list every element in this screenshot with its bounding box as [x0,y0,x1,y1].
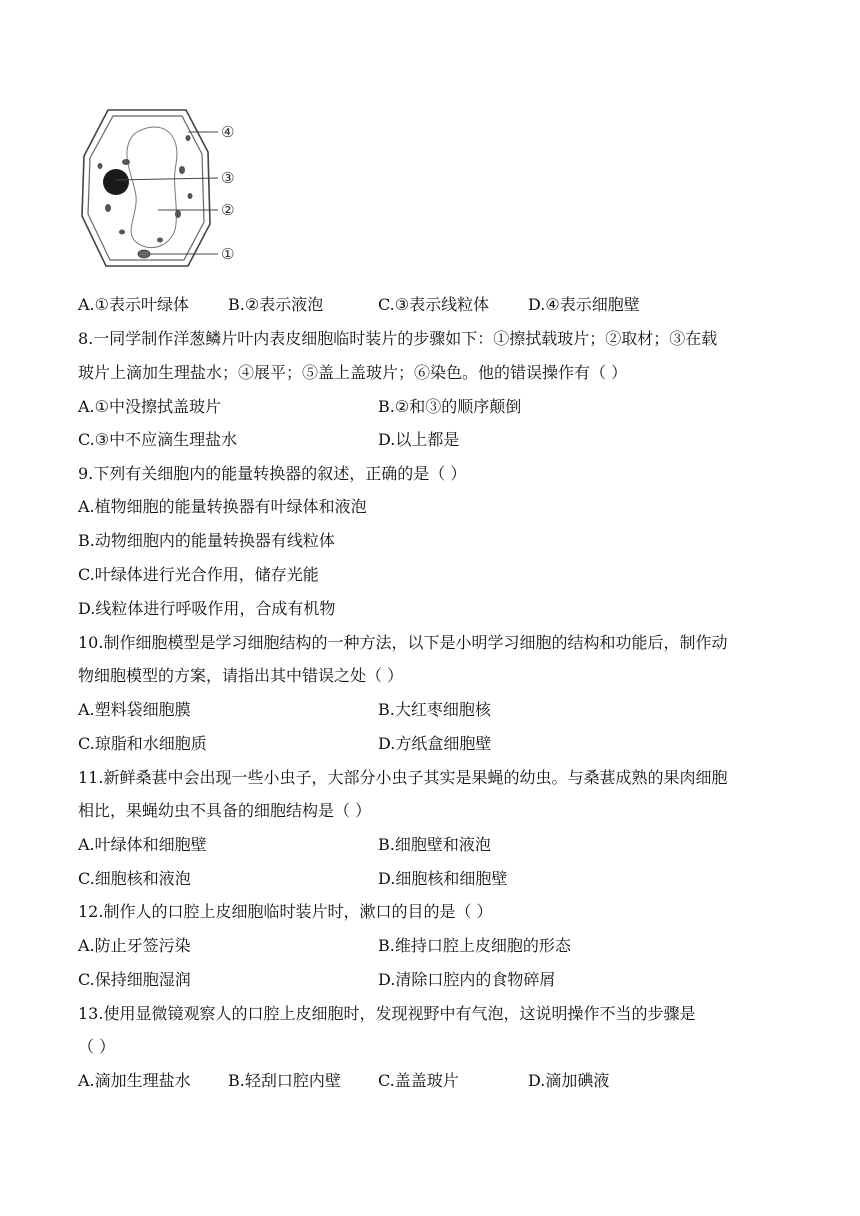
q10-stem-line-2: 物细胞模型的方案，请指出其中错误之处（ ） [78,666,404,685]
q9-option-c: C.叶绿体进行光合作用，储存光能 [78,565,319,584]
q12-option-d: D.清除口腔内的食物碎屑 [378,970,556,989]
q9-stem: 9.下列有关细胞内的能量转换器的叙述，正确的是（ ） [78,464,467,483]
q13-option-b: B.轻刮口腔内壁 [228,1071,341,1090]
q11-stem-line-1: 11.新鲜桑葚中会出现一些小虫子，大部分小虫子其实是果蝇的幼虫。与桑葚成熟的果肉细胞 [78,768,728,787]
q9-option-a: A.植物细胞的能量转换器有叶绿体和液泡 [78,497,367,516]
q10-option-c: C.琼脂和水细胞质 [78,734,207,753]
q12-stem: 12.制作人的口腔上皮细胞临时装片时，漱口的目的是（ ） [78,902,493,921]
q13-option-d: D.滴加碘液 [528,1071,610,1090]
q8-option-d: D.以上都是 [378,430,460,449]
figure-label-1: ① [221,245,235,263]
q7-option-c: C.③表示线粒体 [378,295,490,314]
q13-option-a: A.滴加生理盐水 [78,1071,191,1090]
q12-option-c: C.保持细胞湿润 [78,970,191,989]
q10-option-b: B.大红枣细胞核 [378,700,491,719]
q13-stem-line-1: 13.使用显微镜观察人的口腔上皮细胞时，发现视野中有气泡，这说明操作不当的步骤是 [78,1004,696,1023]
q13-option-c: C.盖盖玻片 [378,1071,459,1090]
q11-stem-line-2: 相比，果蝇幼虫不具备的细胞结构是（ ） [78,801,372,820]
q12-option-a: A.防止牙签污染 [78,936,191,955]
q10-option-a: A.塑料袋细胞膜 [78,700,191,719]
q10-option-d: D.方纸盒细胞壁 [378,734,492,753]
figure-label-2: ② [221,201,235,219]
q8-option-c: C.③中不应滴生理盐水 [78,430,238,449]
q7-option-a: A.①表示叶绿体 [78,295,189,314]
q7-option-b: B.②表示液泡 [228,295,324,314]
q9-option-b: B.动物细胞内的能量转换器有线粒体 [78,531,335,550]
q7-option-d: D.④表示细胞壁 [528,295,640,314]
q13-stem-line-2: （ ） [78,1037,116,1056]
plant-cell-diagram [78,104,240,272]
vacuole-shape [127,127,177,248]
figure-label-3: ③ [221,169,235,187]
q8-option-b: B.②和③的顺序颠倒 [378,397,522,416]
q8-stem-line-1: 8.一同学制作洋葱鳞片叶内表皮细胞临时装片的步骤如下：①擦拭载玻片；②取材；③在载 [78,329,718,348]
nucleus-shape [103,169,129,195]
q9-option-d: D.线粒体进行呼吸作用，合成有机物 [78,599,336,618]
q12-option-b: B.维持口腔上皮细胞的形态 [378,936,571,955]
q11-option-a: A.叶绿体和细胞壁 [78,835,207,854]
q11-option-d: D.细胞核和细胞壁 [378,869,508,888]
figure-label-4: ④ [221,123,235,141]
q11-option-b: B.细胞壁和液泡 [378,835,491,854]
q8-stem-line-2: 玻片上滴加生理盐水；④展平；⑤盖上盖玻片；⑥染色。他的错误操作有（ ） [78,363,628,382]
q11-option-c: C.细胞核和液泡 [78,869,191,888]
q8-option-a: A.①中没擦拭盖玻片 [78,397,221,416]
q10-stem-line-1: 10.制作细胞模型是学习细胞结构的一种方法，以下是小明学习细胞的结构和功能后，制作动 [78,633,728,652]
